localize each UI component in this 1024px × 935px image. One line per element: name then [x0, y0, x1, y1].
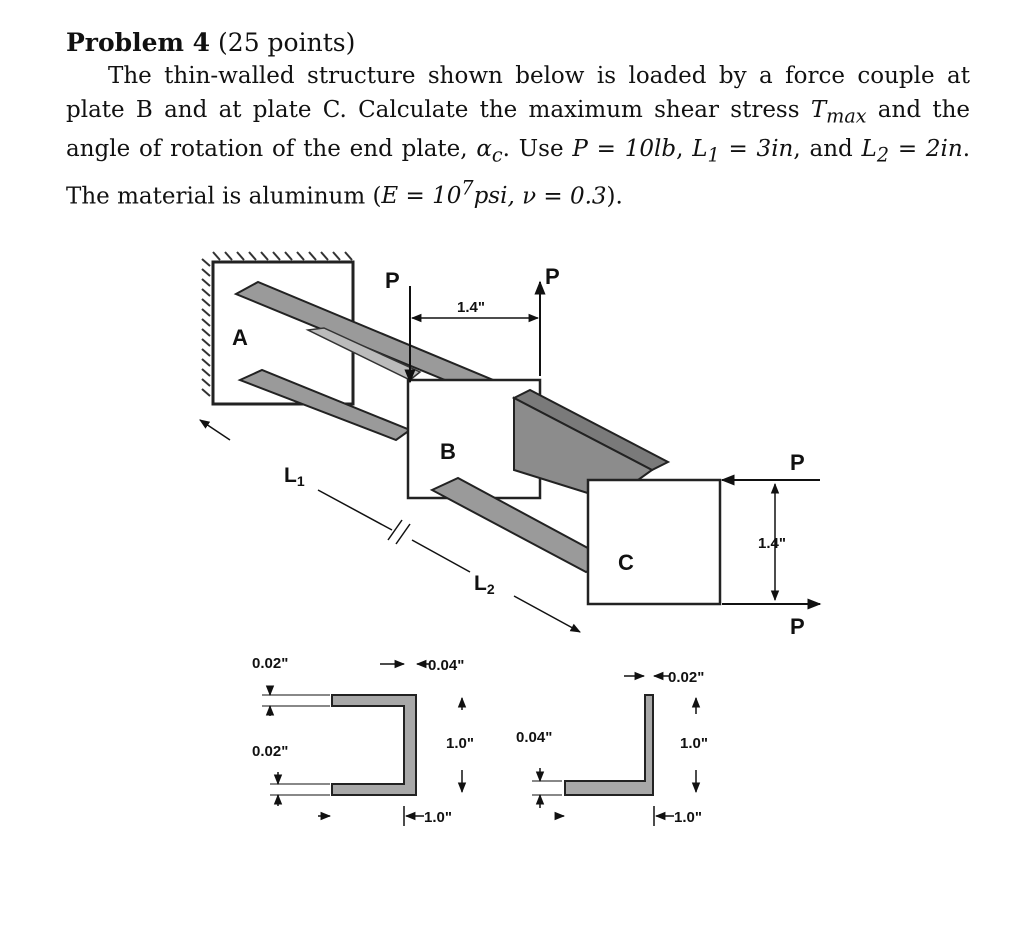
label-a: A: [232, 325, 248, 350]
comma-1: ,: [676, 135, 693, 162]
problem-title: Problem 4: [66, 28, 211, 57]
body-text-2: and the angle of rotation of the end plate,: [66, 96, 970, 162]
label-l1: [284, 464, 305, 489]
e-unit: psi: [473, 183, 508, 210]
tau-letter: T: [810, 96, 827, 123]
body-text-1: The thin-walled structure shown below is loaded by a force couple at plate B and at plate C. Calculate the maximum shear stress: [66, 63, 970, 123]
alpha-subscript: c: [491, 143, 503, 167]
p-equation: P = 10lb: [572, 135, 677, 162]
body-text-3: . Use: [502, 135, 573, 162]
label-c: C: [618, 550, 634, 575]
label-l2: [474, 572, 495, 597]
label-angle-flange-t: 0.04": [516, 729, 553, 746]
body-text-5: ).: [606, 183, 623, 210]
l2-letter: L: [861, 135, 877, 162]
problem-points: (25 points): [218, 28, 356, 57]
angle-section-shape: [565, 695, 653, 795]
l1-letter-fig: L: [284, 464, 297, 487]
body-text-4: . The material is aluminum (: [66, 135, 971, 210]
l1-sub-fig: 1: [296, 473, 305, 489]
and-text: , and: [793, 135, 862, 162]
label-p-top-left: P: [385, 268, 400, 293]
l2-subscript: 2: [876, 143, 890, 167]
label-angle-web-t: 0.02": [668, 669, 705, 686]
l2-letter-fig: L: [474, 572, 487, 595]
label-angle-height: 1.0": [680, 735, 708, 752]
label-web-t: 0.04": [428, 657, 465, 674]
l1-value: = 3in: [719, 135, 794, 162]
wall-hatch-left: [202, 259, 210, 396]
label-flange-bottom: 0.02": [252, 743, 289, 760]
tau-subscript: max: [826, 104, 867, 128]
break-mark-2: [396, 524, 410, 544]
channel-cross-section: [252, 655, 474, 826]
plate-c-outline: [588, 480, 720, 604]
label-p-right-top: P: [790, 450, 805, 475]
wall-hatch-top: [213, 252, 352, 260]
nu-equation: , ν = 0.3: [507, 183, 607, 210]
l1-letter: L: [692, 135, 708, 162]
l1-dim-start: [200, 420, 230, 440]
label-angle-width: 1.0": [674, 809, 702, 826]
angle-cross-section: [516, 669, 708, 826]
label-dim-top: 1.4": [457, 299, 485, 316]
label-p-top-right: P: [545, 264, 560, 289]
l1-dim-end: [318, 490, 392, 530]
l1-subscript: 1: [707, 143, 720, 167]
force-couple-c: [722, 450, 820, 639]
label-height: 1.0": [446, 735, 474, 752]
e-value: E = 10: [381, 183, 462, 210]
e-exponent: 7: [461, 176, 474, 200]
l2-dim-start: [412, 540, 470, 572]
label-p-right-bottom: P: [790, 614, 805, 639]
channel-section-shape: [332, 695, 416, 795]
alpha-letter: α: [476, 135, 492, 162]
break-mark-1: [388, 520, 402, 540]
label-flange-top: 0.02": [252, 655, 289, 672]
l2-value: = 2in: [889, 135, 963, 162]
plate-c: [588, 480, 720, 604]
label-dim-right: 1.4": [758, 535, 786, 552]
l2-dim-end: [514, 596, 580, 632]
label-b: B: [440, 439, 456, 464]
label-width: 1.0": [424, 809, 452, 826]
l2-sub-fig: 2: [486, 581, 495, 597]
